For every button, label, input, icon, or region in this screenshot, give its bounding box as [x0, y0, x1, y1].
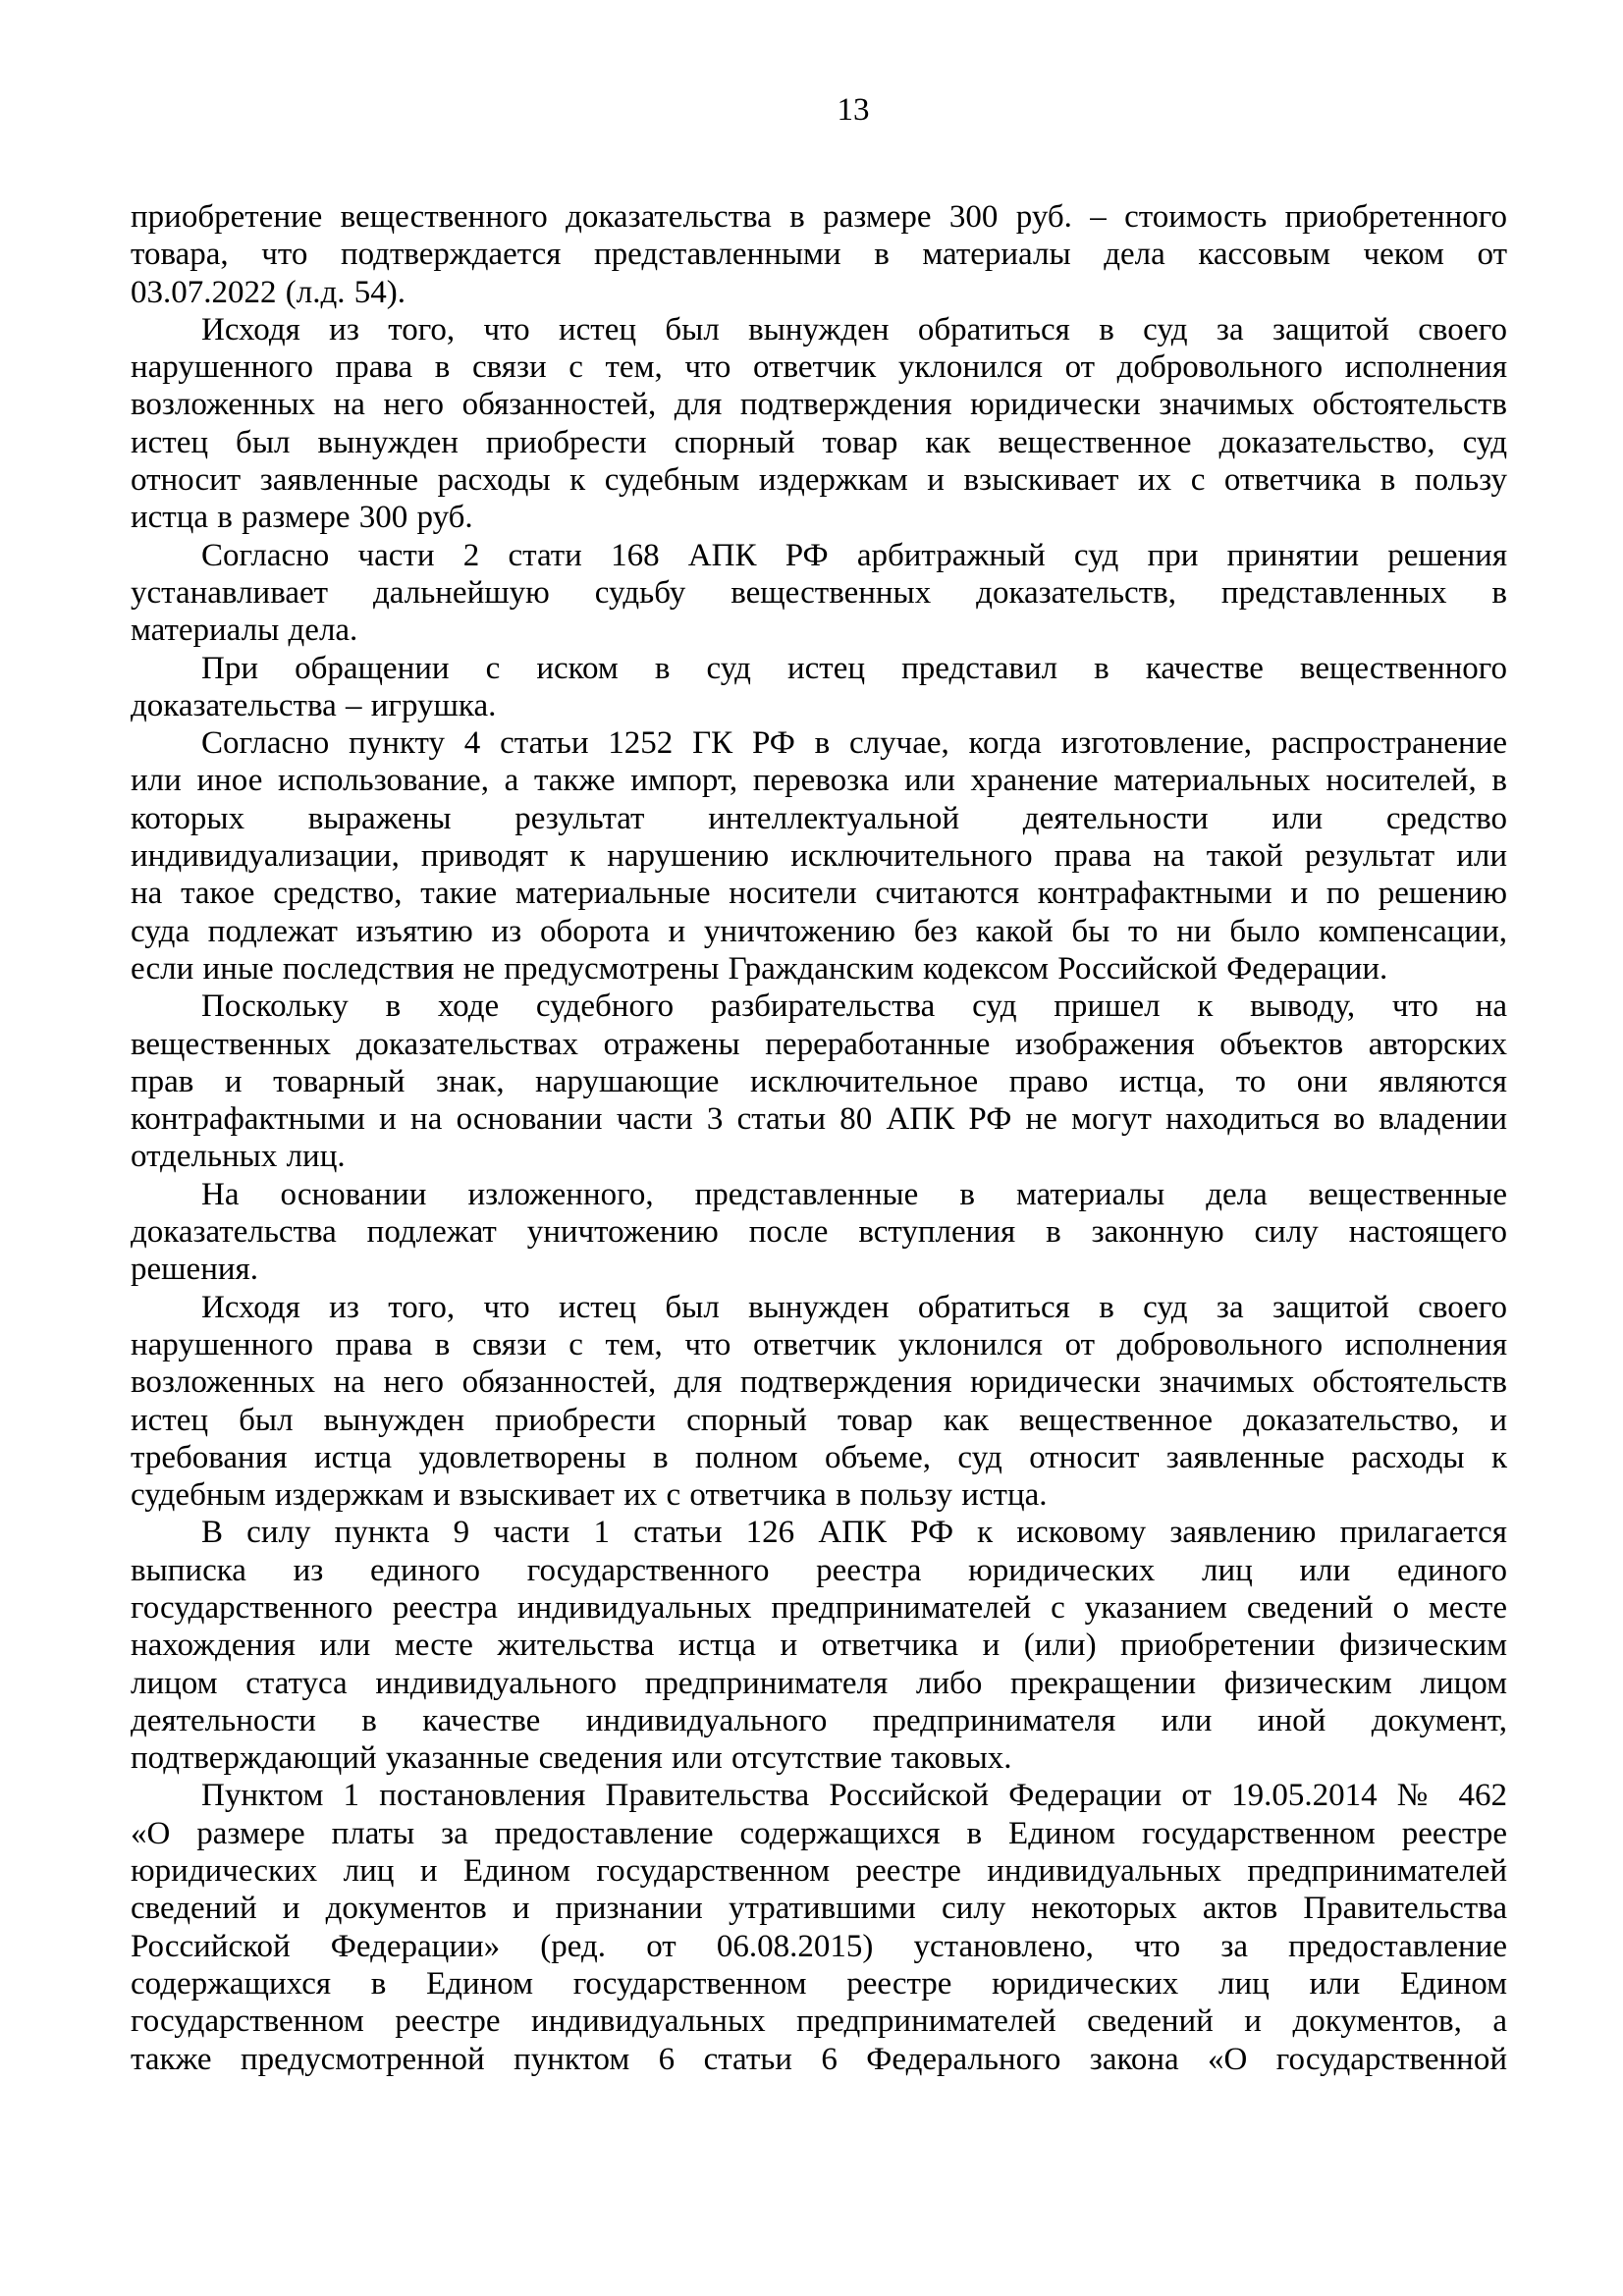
- text-line: или иное использование, а также импорт, перевозка или хранение материальных носителей, в: [131, 763, 1507, 799]
- text-line: Поскольку в ходе судебного разбирательства суд пришел к выводу, что на: [201, 988, 1507, 1025]
- text-line: подтверждающий указанные сведения или отсутствие таковых.: [131, 1740, 1012, 1777]
- text-line: доказательства подлежат уничтожению после вступления в законную силу настоящего: [131, 1214, 1507, 1251]
- text-line: содержащихся в Едином государственном реестре юридических лиц или Едином: [131, 1965, 1507, 2002]
- text-line: возложенных на него обязанностей, для подтверждения юридически значимых обстоятельств: [131, 387, 1507, 423]
- text-line: На основании изложенного, представленные в материалы дела вещественные: [201, 1176, 1507, 1212]
- text-line: истца в размере 300 руб.: [131, 500, 473, 536]
- text-line: отдельных лиц.: [131, 1139, 346, 1175]
- text-line: сведений и документов и признании утратившими силу некоторых актов Правительства: [131, 1891, 1507, 1927]
- text-line: «О размере платы за предоставление содержащихся в Едином государственном реестре: [131, 1815, 1507, 1851]
- text-line: доказательства – игрушка.: [131, 687, 497, 723]
- text-line: вещественных доказательствах отражены переработанные изображения объектов авторских: [131, 1026, 1507, 1062]
- text-line: В силу пункта 9 части 1 статьи 126 АПК РФ к исковому заявлению прилагается: [201, 1515, 1507, 1551]
- paragraph: [131, 724, 1507, 988]
- paragraph: [131, 198, 1507, 311]
- text-line: лицом статуса индивидуального предпринимателя либо прекращении физическим лицом: [131, 1665, 1507, 1701]
- text-line: товара, что подтверждается представленными в материалы дела кассовым чеком от: [131, 237, 1507, 273]
- paragraph: [131, 1777, 1507, 2077]
- text-line: истец был вынужден приобрести спорный товар как вещественное доказательство, суд: [131, 424, 1507, 460]
- text-line: При обращении с иском в суд истец представил в качестве вещественного: [201, 650, 1507, 686]
- text-line: возложенных на него обязанностей, для подтверждения юридически значимых обстоятельств: [131, 1364, 1507, 1401]
- text-line: индивидуализации, приводят к нарушению исключительного права на такой результат или: [131, 838, 1507, 875]
- text-line: государственном реестре индивидуальных предпринимателей сведений и документов, а: [131, 2003, 1507, 2040]
- paragraph: [131, 1289, 1507, 1515]
- document-body: [131, 198, 1507, 2078]
- paragraph: [131, 650, 1507, 725]
- text-line: решения.: [131, 1252, 258, 1288]
- text-line: прав и товарный знак, нарушающие исключительное право истца, то они являются: [131, 1063, 1507, 1099]
- text-line: которых выражены результат интеллектуальной деятельности или средство: [131, 800, 1507, 836]
- paragraph: [131, 537, 1507, 650]
- text-line: относит заявленные расходы к судебным издержкам и взыскивает их с ответчика в пользу: [131, 462, 1507, 499]
- text-line: государственного реестра индивидуальных предпринимателей с указанием сведений о месте: [131, 1589, 1507, 1626]
- text-line: нарушенного права в связи с тем, что ответчик уклонился от добровольного исполнения: [131, 349, 1507, 386]
- text-line: юридических лиц и Едином государственном реестре индивидуальных предпринимателей: [131, 1853, 1507, 1890]
- text-line: судебным издержкам и взыскивает их с ответчика в пользу истца.: [131, 1477, 1048, 1514]
- paragraph: [131, 988, 1507, 1175]
- text-line: 03.07.2022 (л.д. 54).: [131, 274, 406, 310]
- text-line: нахождения или месте жительства истца и ответчика и (или) приобретении физическим: [131, 1628, 1507, 1664]
- text-line: Исходя из того, что истец был вынужден обратиться в суд за защитой своего: [201, 1289, 1507, 1325]
- text-line: Российской Федерации» (ред. от 06.08.2015) установлено, что за предоставление: [131, 1928, 1507, 1964]
- text-line: требования истца удовлетворены в полном объеме, суд относит заявленные расходы к: [131, 1439, 1507, 1475]
- text-line: устанавливает дальнейшую судьбу вещественных доказательств, представленных в: [131, 574, 1507, 611]
- page-number: 13: [837, 92, 870, 128]
- text-line: Пунктом 1 постановления Правительства Российской Федерации от 19.05.2014 № 462: [201, 1778, 1507, 1814]
- text-line: суда подлежат изъятию из оборота и уничтожению без какой бы то ни было компенсации,: [131, 913, 1507, 949]
- text-line: на такое средство, такие материальные носители считаются контрафактными и по решению: [131, 876, 1507, 912]
- text-line: приобретение вещественного доказательства в размере 300 руб. – стоимость приобретенного: [131, 199, 1507, 235]
- paragraph: [131, 311, 1507, 537]
- text-line: Согласно части 2 стати 168 АПК РФ арбитражный суд при принятии решения: [201, 537, 1507, 573]
- text-line: выписка из единого государственного реестра юридических лиц или единого: [131, 1552, 1507, 1588]
- text-line: Исходя из того, что истец был вынужден обратиться в суд за защитой своего: [201, 311, 1507, 347]
- text-line: материалы дела.: [131, 613, 358, 649]
- paragraph: [131, 1514, 1507, 1777]
- text-line: Согласно пункту 4 статьи 1252 ГК РФ в случае, когда изготовление, распространение: [201, 725, 1507, 762]
- text-line: контрафактными и на основании части 3 статьи 80 АПК РФ не могут находиться во владении: [131, 1101, 1507, 1138]
- text-line: деятельности в качестве индивидуального предпринимателя или иной документ,: [131, 1702, 1507, 1738]
- text-line: истец был вынужден приобрести спорный товар как вещественное доказательство, и: [131, 1402, 1507, 1438]
- paragraph: [131, 1176, 1507, 1289]
- text-line: если иные последствия не предусмотрены Гражданским кодексом Российской Федерации.: [131, 950, 1388, 987]
- text-line: также предусмотренной пунктом 6 статьи 6 Федерального закона «О государственной: [131, 2041, 1507, 2077]
- text-line: нарушенного права в связи с тем, что ответчик уклонился от добровольного исполнения: [131, 1326, 1507, 1362]
